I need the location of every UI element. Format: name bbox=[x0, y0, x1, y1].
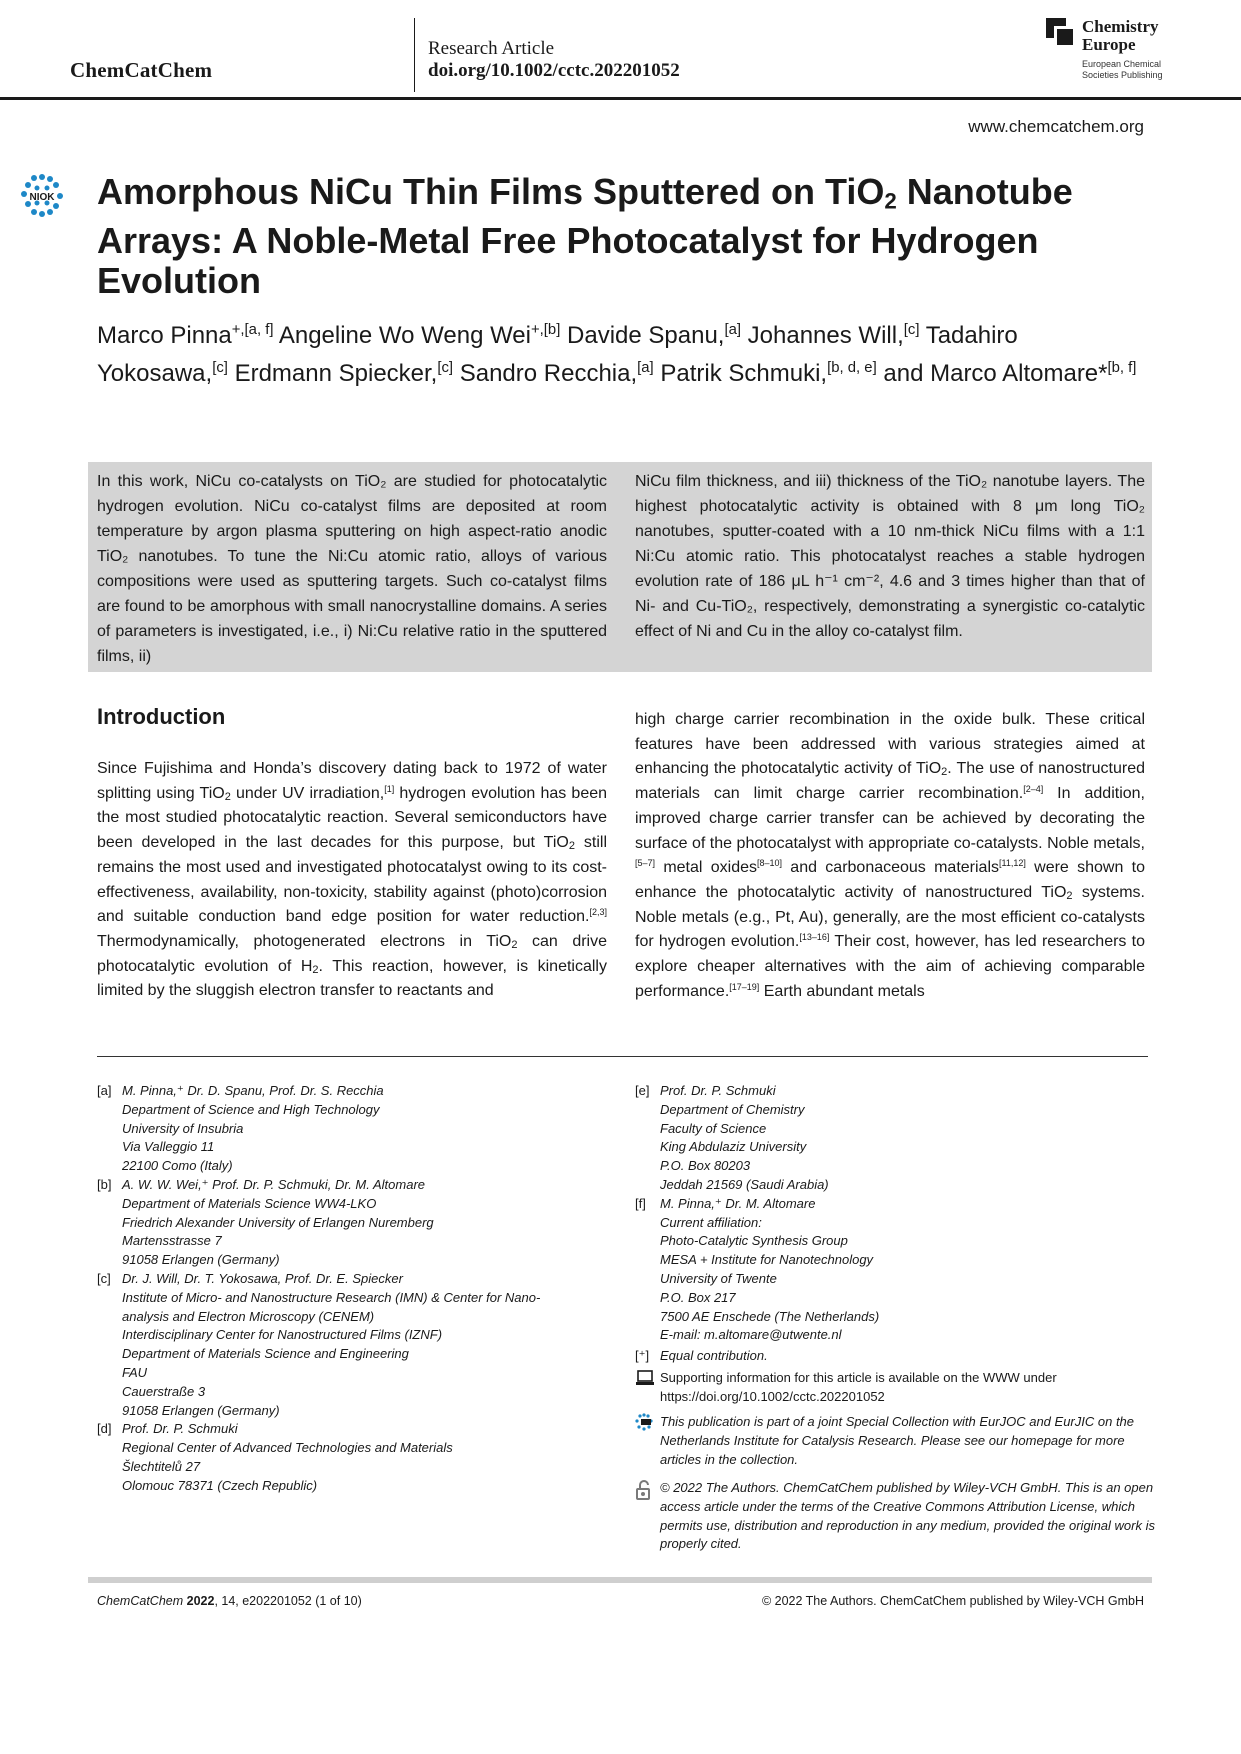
footer-copyright: © 2022 The Authors. ChemCatChem published by Wiley-VCH GmbH bbox=[761, 1594, 1144, 1608]
citation-link[interactable]: [1] bbox=[384, 783, 395, 794]
author-name: Tadahiro Yokosawa, bbox=[97, 322, 1018, 387]
affiliation-line: 91058 Erlangen (Germany) bbox=[122, 1252, 280, 1268]
header-rule bbox=[0, 97, 1241, 100]
affiliation-line: analysis and Electron Microscopy (CENEM) bbox=[122, 1308, 375, 1324]
affiliation-line: Šlechtitelů 27 bbox=[122, 1458, 201, 1474]
affiliation-line: Prof. Dr. P. Schmuki bbox=[122, 1421, 238, 1437]
affiliations-left bbox=[97, 1082, 617, 1496]
citation-link[interactable]: [5–7] bbox=[635, 858, 656, 869]
affiliation-entry bbox=[97, 1270, 617, 1420]
affiliation-tag: [d] bbox=[97, 1421, 112, 1437]
affiliation-line: Prof. Dr. P. Schmuki bbox=[660, 1083, 776, 1098]
chemistry-europe-logo-icon bbox=[1046, 18, 1078, 50]
author-name: Davide Spanu, bbox=[560, 322, 725, 349]
affiliation-tag: [a] bbox=[97, 1083, 112, 1098]
publisher-subtitle: European Chemical Societies Publishing bbox=[1082, 59, 1163, 80]
affiliation-line: MESA + Institute for Nanotechnology bbox=[660, 1252, 874, 1268]
affiliation-tag: [f] bbox=[635, 1195, 646, 1211]
affiliation-line: University of Twente bbox=[660, 1270, 777, 1286]
affiliation-line: Department of Materials Science WW4-LKO bbox=[122, 1195, 377, 1211]
author-list: Marco Pinna$^{+,[a, f]}$ Angeline Wo Weng Wei$^{+,[b]}$ Davide Spanu,[a] Johannes Will,[c] Tadahiro Yokosawa,[c] Erdmann Spiecker,[c] Sandro Recchia,[a] Patrik Schmuki,[b, d, e] and Marco Altomare*[b, f] bbox=[97, 322, 1137, 387]
section-heading: Introduction bbox=[97, 704, 226, 729]
equal-contribution-note: [⁺] Equal contribution. bbox=[635, 1348, 768, 1363]
website-link[interactable]: www.chemcatchem.org bbox=[968, 117, 1144, 136]
affiliation-line: King Abdulaziz University bbox=[660, 1139, 807, 1155]
abstract-column-right: NiCu film thickness, and iii) thickness of the TiO₂ nanotube layers. The highest photocatalytic activity is obtained with 8 μm long TiO₂ nanotubes, sputter-coated with a 10 nm-thick NiCu films with a 1:1 Ni:Cu atomic ratio. This photocatalyst reaches a stable hydrogen evolution rate of 186 μL h⁻¹ cm⁻², 4.6 and 3 times higher than that of Ni- and Cu-TiO₂, respectively, demonstrating a synergistic co-catalytic effect of Ni and Cu in the alloy co-catalyst film. bbox=[635, 473, 1145, 640]
affiliation-line: Department of Materials Science and Engineering bbox=[122, 1346, 409, 1362]
affiliation-line: Friedrich Alexander University of Erlangen Nuremberg bbox=[122, 1214, 434, 1230]
affiliation-tag: [e] bbox=[635, 1083, 650, 1098]
author-name: Angeline Wo Weng Wei bbox=[273, 322, 531, 349]
body-column-left: Since Fujishima and Honda’s discovery dating back to 1972 of water splitting using TiO$_2$ under UV irradiation,[1] hydrogen evolution has been the most studied photocatalytic reaction. Several semiconductors have been developed in the last decades for this purpose, but TiO$_2$ still remains the most used and investigated photocatalyst owing to its cost-effectiveness, availability, non-toxicity, stability against (photo)corrosion and suitable conduction band edge position for water reduction.[2,3] Thermodynamically, photogenerated electrons in TiO$_2$ can drive photocatalytic evolution of $H_2$. This reaction, however, is kinetically limited by the sluggish electron transfer to reactants and bbox=[97, 760, 608, 1000]
body-column-right: high charge carrier recombination in the oxide bulk. These critical features have been addressed with various strategies aimed at enhancing the photocatalytic activity of TiO$_2$. The use of nanostructured materials can limit charge carrier recombination.[2–4] In addition, improved charge carrier transfer can be achieved by decorating the surface of the photocatalyst with appropriate co-catalysts. Noble metals,[5–7] metal oxides[8–10] and carbonaceous materials[11,12] were shown to enhance the photocatalytic activity of nanostructured TiO$_2$ systems. Noble metals (e.g., Pt, Au), generally, are the most efficient co-catalysts for hydrogen evolution.[13–16] Their cost, however, has led researchers to explore cheaper alternatives with the aim of achieving comparable performance.[17–19] Earth abundant metals bbox=[635, 711, 1145, 1000]
footnote-divider bbox=[97, 1056, 1148, 1057]
affiliation-line: P.O. Box 80203 bbox=[660, 1158, 751, 1174]
open-access-lock-icon bbox=[635, 1479, 653, 1501]
special-collection-note: This publication is part of a joint Special Collection with EurJOC and EurJIC on the Netherlands Institute for Catalysis Research. Please see our homepage for more articles in the collection. bbox=[635, 1413, 1155, 1469]
affiliation-line: A. W. W. Wei,⁺ Prof. Dr. P. Schmuki, Dr. M. Altomare bbox=[122, 1176, 426, 1192]
affiliation-line: Department of Chemistry bbox=[660, 1101, 805, 1117]
supporting-info-note: Supporting information for this article is available on the WWW under https://doi.org/10.1002/cctc.202201052 bbox=[635, 1369, 1155, 1407]
affiliation-entry bbox=[97, 1082, 617, 1176]
affiliation-line: Department of Science and High Technology bbox=[122, 1101, 380, 1117]
affiliation-line: 22100 Como (Italy) bbox=[122, 1158, 233, 1174]
affiliation-tag: [c] bbox=[97, 1270, 111, 1286]
article-title: Amorphous NiCu Thin Films Sputtered on TiO$_2$ Nanotube Arrays: A Noble-Metal Free Photocatalyst for Hydrogen Evolution bbox=[97, 171, 1073, 302]
author-name: Sandro Recchia, bbox=[453, 360, 638, 387]
affiliation-line: University of Insubria bbox=[122, 1120, 244, 1136]
affiliation-entry bbox=[97, 1176, 617, 1270]
affiliation-line: Jeddah 21569 (Saudi Arabia) bbox=[660, 1176, 829, 1192]
affiliation-entry bbox=[97, 1420, 617, 1495]
author-name: Erdmann Spiecker, bbox=[227, 360, 438, 387]
affiliation-line: 91058 Erlangen (Germany) bbox=[122, 1402, 280, 1418]
citation-link[interactable]: [17–19] bbox=[729, 981, 760, 992]
affiliation-line: Cauerstraße 3 bbox=[122, 1383, 206, 1399]
affiliation-line: M. Pinna,⁺ Dr. M. Altomare bbox=[660, 1195, 816, 1211]
journal-name: ChemCatChem bbox=[70, 58, 213, 82]
affiliation-line: Current affiliation: bbox=[660, 1214, 762, 1230]
affiliation-line: Regional Center of Advanced Technologies and Materials bbox=[122, 1440, 453, 1456]
affiliation-tag: [b] bbox=[97, 1176, 112, 1192]
affiliation-entry bbox=[635, 1195, 1155, 1345]
affiliation-line: Dr. J. Will, Dr. T. Yokosawa, Prof. Dr. E. Spiecker bbox=[122, 1270, 403, 1286]
affiliation-entry bbox=[635, 1082, 1155, 1195]
affiliation-line[interactable]: E-mail: m.altomare@utwente.nl bbox=[660, 1327, 842, 1343]
supporting-info-link[interactable]: https://doi.org/10.1002/cctc.202201052 bbox=[660, 1388, 885, 1404]
affiliation-line: P.O. Box 217 bbox=[660, 1289, 736, 1305]
publisher-logo-text: Chemistry Europe bbox=[1082, 17, 1159, 54]
affiliation-line: M. Pinna,⁺ Dr. D. Spanu, Prof. Dr. S. Recchia bbox=[122, 1083, 384, 1098]
author-name: Johannes Will, bbox=[741, 322, 904, 349]
abstract-column-left: In this work, NiCu co-catalysts on TiO₂ are studied for photocatalytic hydrogen evolution. NiCu co-catalyst films are deposited at room temperature by argon plasma sputtering on high aspect-ratio anodic TiO₂ nanotubes. To tune the Ni:Cu atomic ratio, alloys of various compositions were used as sputtering targets. Such co-catalyst films are found to be amorphous with small nanocrystalline domains. A series of parameters is investigated, i.e., i) Ni:Cu relative ratio in the sputtered films, ii) bbox=[97, 473, 607, 665]
affiliation-line: Martensstrasse 7 bbox=[122, 1233, 222, 1249]
citation-link[interactable]: [8–10] bbox=[756, 858, 783, 869]
niok-logo-text: NIOK bbox=[29, 192, 55, 203]
niok-small-icon bbox=[635, 1413, 657, 1431]
affiliation-line: Photo-Catalytic Synthesis Group bbox=[660, 1233, 848, 1249]
author-name: Patrik Schmuki, bbox=[653, 360, 828, 387]
footer-citation: ChemCatChem 2022, 14, e202201052 (1 of 10) bbox=[97, 1594, 362, 1608]
affiliation-line: Institute of Micro- and Nanostructure Research (IMN) & Center for Nano- bbox=[122, 1289, 541, 1305]
author-name: and Marco Altomare* bbox=[876, 360, 1108, 387]
affiliation-line: 7500 AE Enschede (The Netherlands) bbox=[660, 1308, 880, 1324]
affiliations-right bbox=[635, 1082, 1155, 1345]
affiliation-line: Faculty of Science bbox=[660, 1120, 767, 1136]
citation-link[interactable]: [11,12] bbox=[999, 858, 1026, 869]
affiliation-line: Via Valleggio 11 bbox=[122, 1139, 215, 1155]
citation-link[interactable]: [2–4] bbox=[1023, 784, 1044, 795]
niok-logo-icon bbox=[20, 172, 84, 220]
citation-link[interactable]: [2,3] bbox=[589, 907, 607, 918]
author-name: Marco Pinna bbox=[97, 322, 232, 349]
affiliation-line: Olomouc 78371 (Czech Republic) bbox=[122, 1477, 318, 1493]
laptop-icon bbox=[635, 1369, 655, 1387]
footer-rule bbox=[88, 1577, 1152, 1583]
header-divider bbox=[414, 18, 415, 92]
article-type: Research Article bbox=[428, 38, 555, 59]
license-note: © 2022 The Authors. ChemCatChem published by Wiley-VCH GmbH. This is an open access article under the terms of the Creative Commons Attribution License, which permits use, distribution and reproduction in any medium, provided the original work is properly cited. bbox=[635, 1479, 1155, 1554]
doi-link[interactable]: doi.org/10.1002/cctc.202201052 bbox=[428, 60, 680, 81]
affiliation-line: FAU bbox=[122, 1364, 148, 1380]
citation-link[interactable]: [13–16] bbox=[799, 932, 830, 943]
affiliation-line: Interdisciplinary Center for Nanostructured Films (IZNF) bbox=[122, 1327, 443, 1343]
